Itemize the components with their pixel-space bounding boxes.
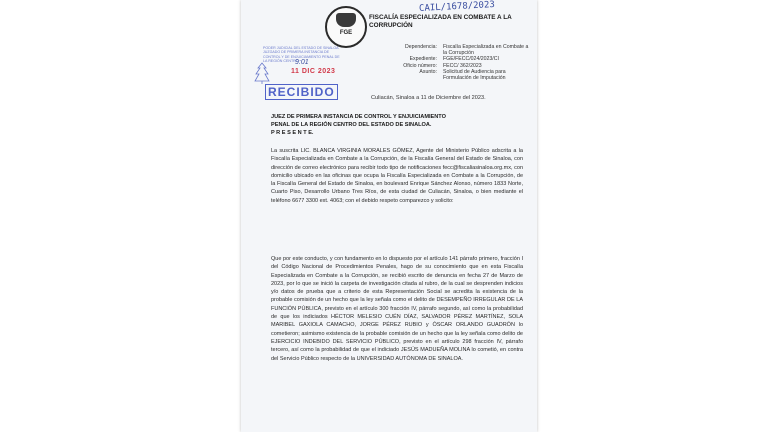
stamp-hour: 9:01 [295,59,309,66]
addressee-line: PENAL DE LA REGIÓN CENTRO DEL ESTADO DE SINALOA. [271,122,432,129]
received-stamp [251,46,341,98]
agency-name: FISCALÍA ESPECIALIZADA EN COMBATE A LA CORRUPCIÓN [369,14,512,29]
document-metadata [381,44,533,81]
meta-row: Dependencia: Fiscalía Especializada en Combate a la Corrupción [404,44,529,57]
addressee-present: P R E S E N T E. [271,130,314,137]
stamp-court-text: PODER JUDICIAL DEL ESTADO DE SINALOA JUZGADO DE PRIMERA INSTANCIA DE CONTROL Y DE ENJUICIAMIENTO PENAL DE LA REGIÓN CENTRO [263,46,340,64]
body-paragraph-2: Que por este conducto, y con fundamento en lo dispuesto por el artículo 141 párrafo primero, fracción I del Código Nacional de Procedimientos Penales, hago de su conocimiento que en esta Fiscalía Especializada en Combate a la Corrupción, se recibió escrito de denuncia en fecha 27 de Marzo de 2023, por lo que se inició la carpeta de investigación citada al rubro, de la cual se desprenden indicios y/o datos de prueba que a criterio de esta Representación Social se acredita la existencia de la probable comisión de un hecho que la ley señala como el delito de DESEMPEÑO IRREGULAR DE LA FUNCIÓN PÚBLICA, previsto en el artículo 300 fracción IV, párrafo segundo, así como la probabilidad de que los indiciados HÉCTOR MELESIO CUÉN DÍAZ, SALVADOR PÉREZ MARTÍNEZ, SOLA MARIBEL GAXIOLA CAMACHO, JORGE PÉREZ RUBIO y ÓSCAR ORLANDO GUADRÓN lo cometieron; asimismo existencia de la probable comisión de un hecho que la ley señala como delito de EJERCICIO INDEBIDO DEL SERVICIO PÚBLICO, previsto en el artículo 298 fracción IV, párrafo tercero, así como la probabilidad de que el indiciado JESÚS MADUEÑA MOLINA lo cometió, en contra del Servicio Público respecto de la UNIVERSIDAD AUTÓNOMA DE SINALOA. [271,256,523,362]
meta-row: Asunto: Solicitud de Audiencia para Formulación de Imputación [419,68,506,82]
seal-label: FGE [339,30,353,36]
fge-seal-icon [325,6,367,48]
meta-row: Oficio número: FECC/ 362/2023 [403,62,482,69]
document-page [241,0,537,432]
stamp-received-label: RECIBIDO [265,84,338,100]
handwritten-case-number: CAIL/1678/2023 [418,0,496,14]
meta-row: Expediente: FGE/FECC/024/2023/CI [409,56,499,63]
body-paragraph-1: La suscrita LIC. BLANCA VIRGINIA MORALES GÓMEZ, Agente del Ministerio Público adscrita a la Fiscalía Especializada en Combate a la Corrupción, de la Fiscalía General del Estado de Sinaloa, con dirección de correo electrónico para recibir todo tipo de notificaciones fecc@fiscaliasinaloa.org.mx, con domicilio ubicado en las oficinas que ocupa la Fiscalía Especializada en Combate a la Corrupción, de la Fiscalía General del Estado de Sinaloa, en boulevard Enrique Sánchez Alonso, número 1833 Norte, Cuarto Piso, Desarrollo Urbano Tres Ríos, de esta ciudad de Culiacán, Sinaloa, o bien mediante el teléfono 6677 3300 ext. 4063; con el debido respeto comparezco y solicito: [271,148,523,204]
stamp-emblem-icon [253,62,271,84]
place-and-date: Culiacán, Sinaloa a 11 de Diciembre del 2023. [371,95,486,101]
addressee-line: JUEZ DE PRIMERA INSTANCIA DE CONTROL Y ENJUICIAMIENTO [271,114,446,120]
stamp-date: 11 DIC 2023 [291,68,336,75]
addressee-block [271,113,521,138]
